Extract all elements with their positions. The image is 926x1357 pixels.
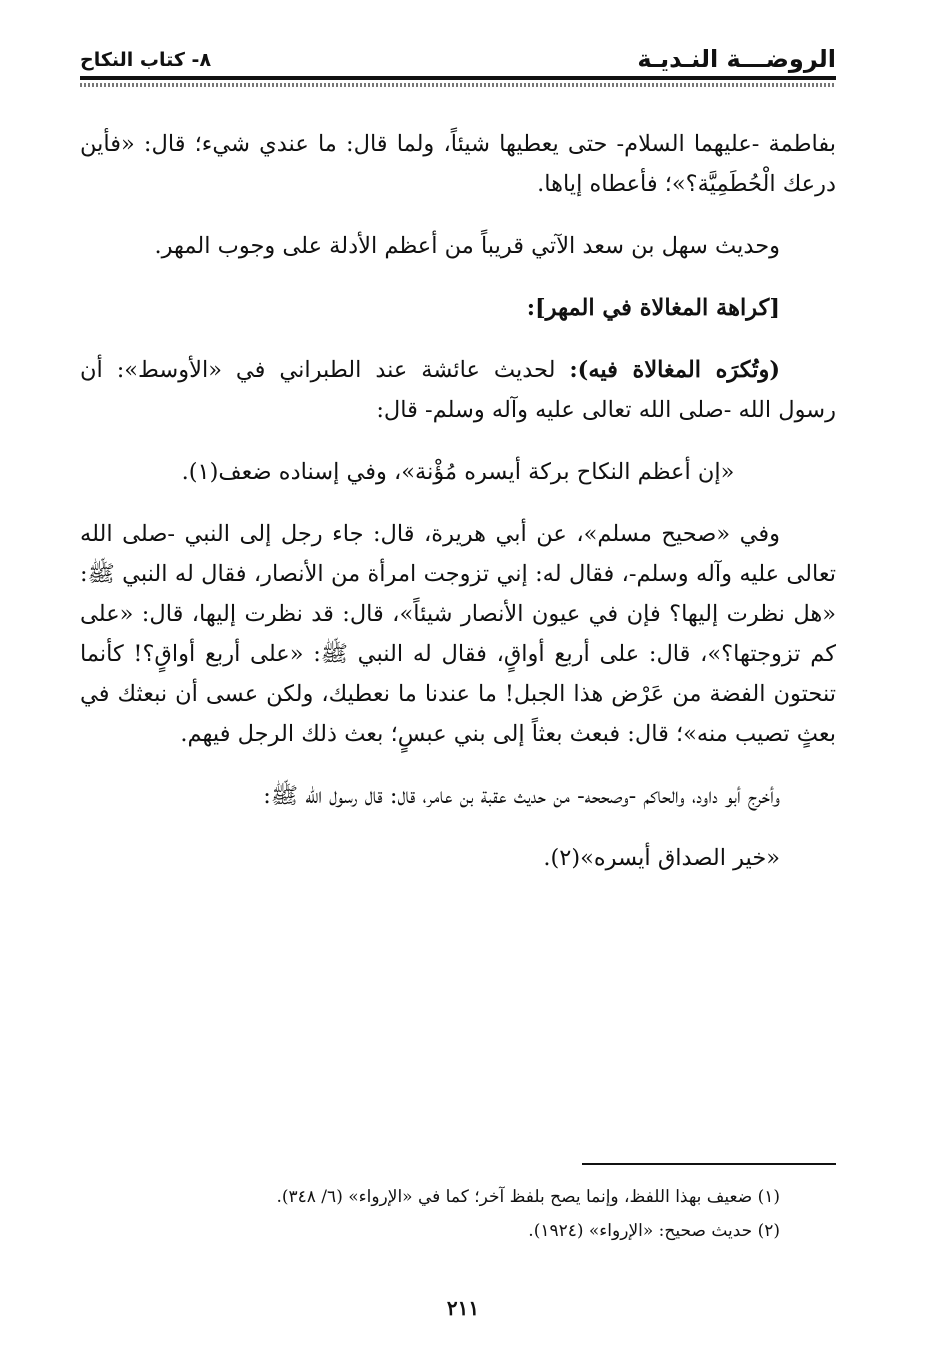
running-header [80,38,836,74]
header-dotted-rule [80,83,836,87]
hadith-quote: «إن أعظم النكاح بركة أيسره مُؤْنة»، وفي إسناده ضعف(١). [181,459,735,485]
paragraph: وحديث سهل بن سعد الآتي قريباً من أعظم الأدلة على وجوب المهر. [154,233,780,259]
paragraph: وأخرج أبو داود، والحاكم -وصححه- من حديث عقبة بن عامر، قال: قال رسول الله ﷺ: [263,783,780,809]
footnote-rule [582,1163,836,1165]
page-number: ٢١١ [446,1296,480,1320]
paragraph-karaha [80,350,836,430]
footnote: (٢) حديث صحيح: «الإرواء» (١٩٢٤). [528,1221,780,1241]
hadith-quote: «خير الصداق أيسره»(٢). [543,845,780,871]
matn-lead: (وتُكرَه المغالاة فيه): [569,357,781,383]
paragraph-text: لحديث عائشة عند الطبراني في «الأوسط»: أن رسول الله -صلى الله تعالى عليه وآله وسلم- قال: [80,357,836,423]
header-rule [80,76,836,80]
book-title: الروضـــة النـديـة [637,45,836,73]
footnote: (١) ضعيف بهذا اللفظ، وإنما يصح بلفظ آخر؛ كما في «الإرواء» (٦/ ٣٤٨). [276,1187,780,1207]
section-heading: [كراهة المغالاة في المهر]: [526,295,780,321]
chapter-title: ٨- كتاب النكاح [80,49,212,71]
paragraph: بفاطمة -عليهما السلام- حتى يعطيها شيئاً، ولما قال: ما عندي شيء؛ قال: «فأين درعك الْحُطَمِيَّة؟»؛ فأعطاه إياها. [80,131,836,197]
footnotes [80,1180,780,1248]
paragraph: وفي «صحيح مسلم»، عن أبي هريرة، قال: جاء رجل إلى النبي -صلى الله تعالى عليه وآله وسلم-، فقال له: إني تزوجت امرأة من الأنصار، فقال له النبي ﷺ: «هل نظرت إليها؟ فإن في عيون الأنصار شيئاً»، قال: قد نظرت إليها، قال: «على كم تزوجتها؟»، قال: على أربع أواقٍ، فقال له النبي ﷺ: «على أربع أواقٍ؟! كأنما تنحتون الفضة من عَرْض هذا الجبل! ما عندنا ما نعطيك، ولكن عسى أن نبعثك في بعثٍ تصيب منه»؛ قال: فبعث بعثاً إلى بني عبسٍ؛ بعث ذلك الرجل فيهم. [80,521,836,747]
page-body [80,124,836,900]
